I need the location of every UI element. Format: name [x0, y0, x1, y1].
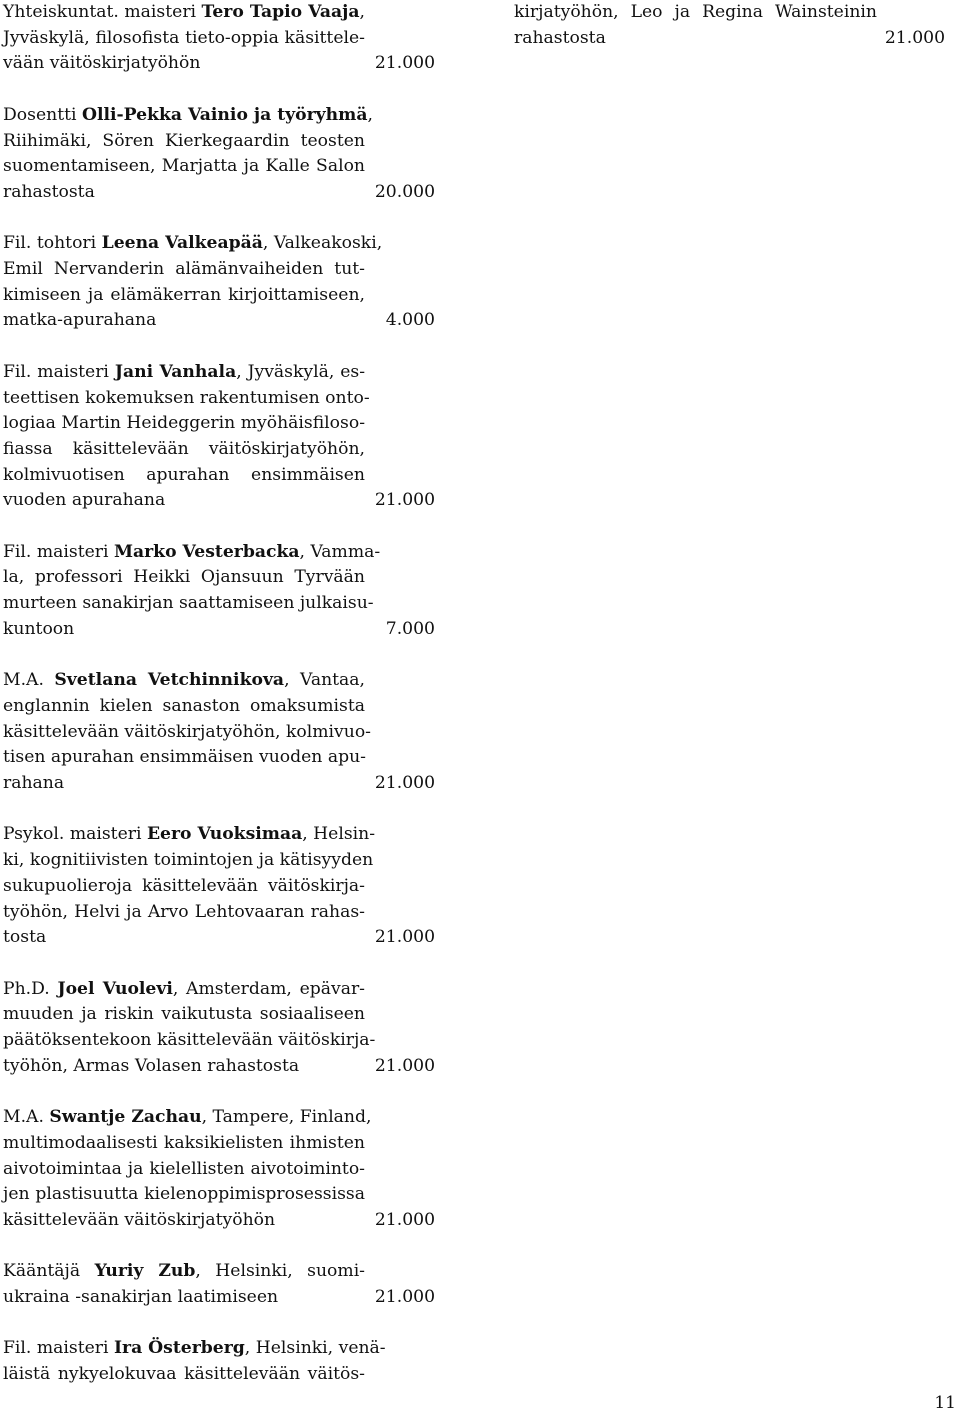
entry-line: fiassa käsittelevään väitöskirjatyöhön, [3, 438, 365, 459]
entry-line: Dosentti Olli-Pekka Vainio ja työryhmä, [3, 104, 373, 125]
entry-line: sukupuolieroja käsittelevään väitöskirja- [3, 875, 365, 896]
entry-line: rahana 21.000 [3, 771, 435, 797]
recipient-name: Leena Valkeapää [101, 233, 263, 254]
grant-amount: 4.000 [385, 310, 435, 331]
entry-line: kirjatyöhön, Leo ja Regina Wainsteinin [514, 2, 877, 22]
recipient-name: Eero Vuoksimaa [146, 824, 303, 845]
entry-line: ukraina -sanakirjan laatimiseen 21.000 [3, 1285, 435, 1311]
left-column [3, 0, 435, 1414]
entry-line: Fil. maisteri Marko Vesterbacka, Vamma- [3, 541, 381, 562]
entry-line: murteen sanakirjan saattamiseen julkaisu- [3, 593, 374, 614]
grant-amount: 21.000 [374, 927, 435, 948]
entry-line: käsittelevään väitöskirjatyöhön 21.000 [3, 1208, 435, 1234]
entry-line: kimiseen ja elämäkerran kirjoittamiseen, [3, 284, 365, 305]
grant-amount: 21.000 [374, 1209, 435, 1230]
entry-line: Fil. maisteri Ira Österberg, Helsinki, venä- [3, 1338, 386, 1359]
entry-line: Emil Nervanderin alämänvaiheiden tut- [3, 259, 365, 279]
entry-line: Ph.D. Joel Vuolevi, Amsterdam, epävar- [3, 978, 365, 999]
recipient-name: Tero Tapio Vaaja [201, 2, 360, 22]
grant-entry [3, 0, 435, 77]
grant-entry [3, 540, 435, 643]
entry-line: päätöksentekoon käsittelevään väitöskirja- [3, 1030, 376, 1051]
grant-entry [3, 1105, 435, 1234]
grant-amount: 21.000 [374, 773, 435, 794]
entry-line: englannin kielen sanaston omaksumista [3, 695, 365, 716]
grant-entry [3, 1336, 435, 1387]
grant-entry [514, 0, 946, 51]
grant-entry [3, 231, 435, 334]
recipient-name: Yuriy Zub [94, 1261, 196, 1282]
recipient-name: Svetlana Vetchinnikova [54, 670, 285, 691]
entry-line: Fil. tohtori Leena Valkeapää, Valkeakoski, [3, 233, 383, 254]
page-number: 11 [934, 1393, 956, 1413]
entry-line: Fil. maisteri Jani Vanhala, Jyväskylä, es- [3, 361, 365, 382]
recipient-name: Jani Vanhala [114, 361, 237, 382]
recipient-name: Swantje Zachau [49, 1107, 202, 1128]
entry-line: kolmivuotisen apurahan ensimmäisen [3, 464, 365, 485]
grant-amount: 21.000 [374, 1287, 435, 1308]
entry-line: muuden ja riskin vaikutusta sosiaaliseen [3, 1004, 365, 1025]
entry-line: Riihimäki, Sören Kierkegaardin teosten [3, 130, 365, 151]
entry-line: Jyväskylä, filosofista tieto-oppia käsittele- [3, 27, 365, 48]
entry-line: matka-apurahana 4.000 [3, 308, 435, 334]
entry-line: vuoden apurahana 21.000 [3, 488, 435, 514]
entry-line: työhön, Armas Volasen rahastosta 21.000 [3, 1054, 435, 1080]
entry-line: suomentamiseen, Marjatta ja Kalle Salon [3, 156, 365, 177]
grant-amount: 21.000 [884, 27, 945, 48]
entry-line: tosta 21.000 [3, 925, 435, 951]
recipient-name: Ira Österberg [113, 1338, 245, 1359]
grant-entry [3, 822, 435, 951]
grant-entry [3, 103, 435, 206]
recipient-name: Joel Vuolevi [57, 978, 173, 999]
recipient-name: Olli-Pekka Vainio ja työryhmä [81, 104, 368, 125]
entry-line: rahastosta 21.000 [514, 26, 945, 52]
grant-entry [3, 360, 435, 514]
entry-line: rahastosta 20.000 [3, 180, 435, 206]
entry-line: vään väitöskirjatyöhön 21.000 [3, 51, 435, 77]
entry-line: Kääntäjä Yuriy Zub, Helsinki, suomi- [3, 1261, 365, 1282]
entry-line: käsittelevään väitöskirjatyöhön, kolmivuo- [3, 721, 371, 742]
entry-line: multimodaalisesti kaksikielisten ihmisten [3, 1132, 365, 1153]
grant-entry [3, 668, 435, 797]
entry-line: jen plastisuutta kielenoppimisprosessissa [3, 1184, 365, 1205]
right-column [514, 0, 946, 77]
grant-amount: 21.000 [374, 53, 435, 74]
grant-amount: 21.000 [374, 490, 435, 511]
entry-line: aivotoimintaa ja kielellisten aivotoiminto- [3, 1158, 365, 1179]
grant-entry [3, 977, 435, 1080]
recipient-name: Marko Vesterbacka [113, 541, 300, 562]
entry-line: M.A. Svetlana Vetchinnikova, Vantaa, [3, 670, 365, 691]
grant-entry [3, 1259, 435, 1310]
grant-amount: 7.000 [385, 618, 435, 639]
entry-line: teettisen kokemuksen rakentumisen onto- [3, 387, 370, 408]
entry-line: logiaa Martin Heideggerin myöhäisfiloso- [3, 413, 365, 434]
entry-line: M.A. Swantje Zachau, Tampere, Finland, [3, 1107, 372, 1128]
entry-line: kuntoon 7.000 [3, 617, 435, 643]
grant-amount: 20.000 [374, 181, 435, 202]
grant-amount: 21.000 [374, 1055, 435, 1076]
entry-line: ki, kognitiivisten toimintojen ja kätisyyden [3, 850, 374, 871]
entry-line: Psykol. maisteri Eero Vuoksimaa, Helsin- [3, 824, 376, 845]
entry-line: työhön, Helvi ja Arvo Lehtovaaran rahas- [3, 901, 365, 922]
entry-line: läistä nykyelokuvaa käsittelevään väitös- [3, 1364, 365, 1385]
entry-line: tisen apurahan ensimmäisen vuoden apu- [3, 747, 366, 768]
entry-line: la, professori Heikki Ojansuun Tyrvään [3, 567, 365, 588]
entry-line: Yhteiskuntat. maisteri Tero Tapio Vaaja, [3, 2, 365, 22]
